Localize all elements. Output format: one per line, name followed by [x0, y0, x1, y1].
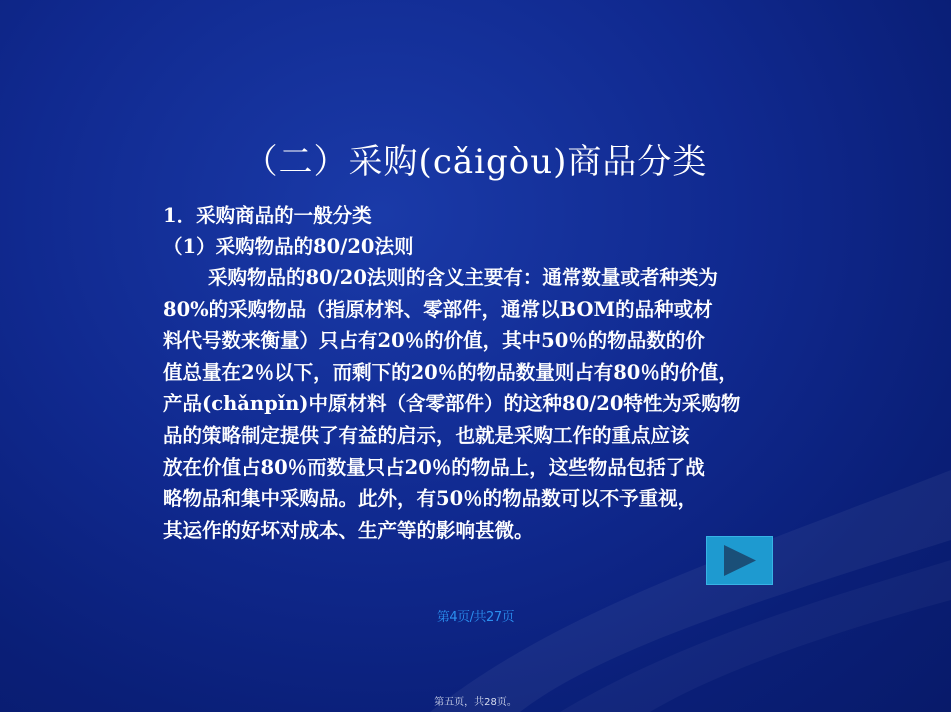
- paragraph-line: 产品(chǎnpǐn)中原材料（含零部件）的这种80/20特性为采购物: [163, 392, 741, 416]
- paragraph-line: 略物品和集中采购品。此外，有50％的物品数可以不予重视，: [163, 487, 698, 511]
- play-triangle-icon: [706, 536, 773, 585]
- page-counter[interactable]: 第4页/共27页: [436, 610, 515, 625]
- paragraph-line: 80%的采购物品（指原材料、零部件，通常以BOM的品种或材: [163, 297, 713, 321]
- slide-body: [163, 200, 803, 546]
- next-slide-button[interactable]: [706, 536, 773, 585]
- paragraph-line: 品的策略制定提供了有益的启示，也就是采购工作的重点应该: [163, 423, 690, 447]
- paragraph-line: 料代号数来衡量）只占有20％的价值，其中50％的物品数的价: [163, 329, 705, 353]
- paragraph-line: 其运作的好坏对成本、生产等的影响甚微。: [163, 518, 534, 542]
- paragraph-line: 值总量在2％以下，而剩下的20％的物品数量则占有80％的价值，: [163, 360, 738, 384]
- paragraph-line: 放在价值占80％而数量只占20％的物品上，这些物品包括了战: [163, 455, 705, 479]
- slide-title: （二）采购(cǎigòu)商品分类: [243, 142, 708, 182]
- section-heading: 1．采购商品的一般分类: [163, 204, 372, 227]
- page-footer: 第五页，共28页。: [434, 697, 517, 708]
- subsection-heading: （1）采购物品的80/20法则: [163, 235, 414, 258]
- paragraph-line: 采购物品的80/20法则的含义主要有：通常数量或者种类为: [208, 266, 718, 289]
